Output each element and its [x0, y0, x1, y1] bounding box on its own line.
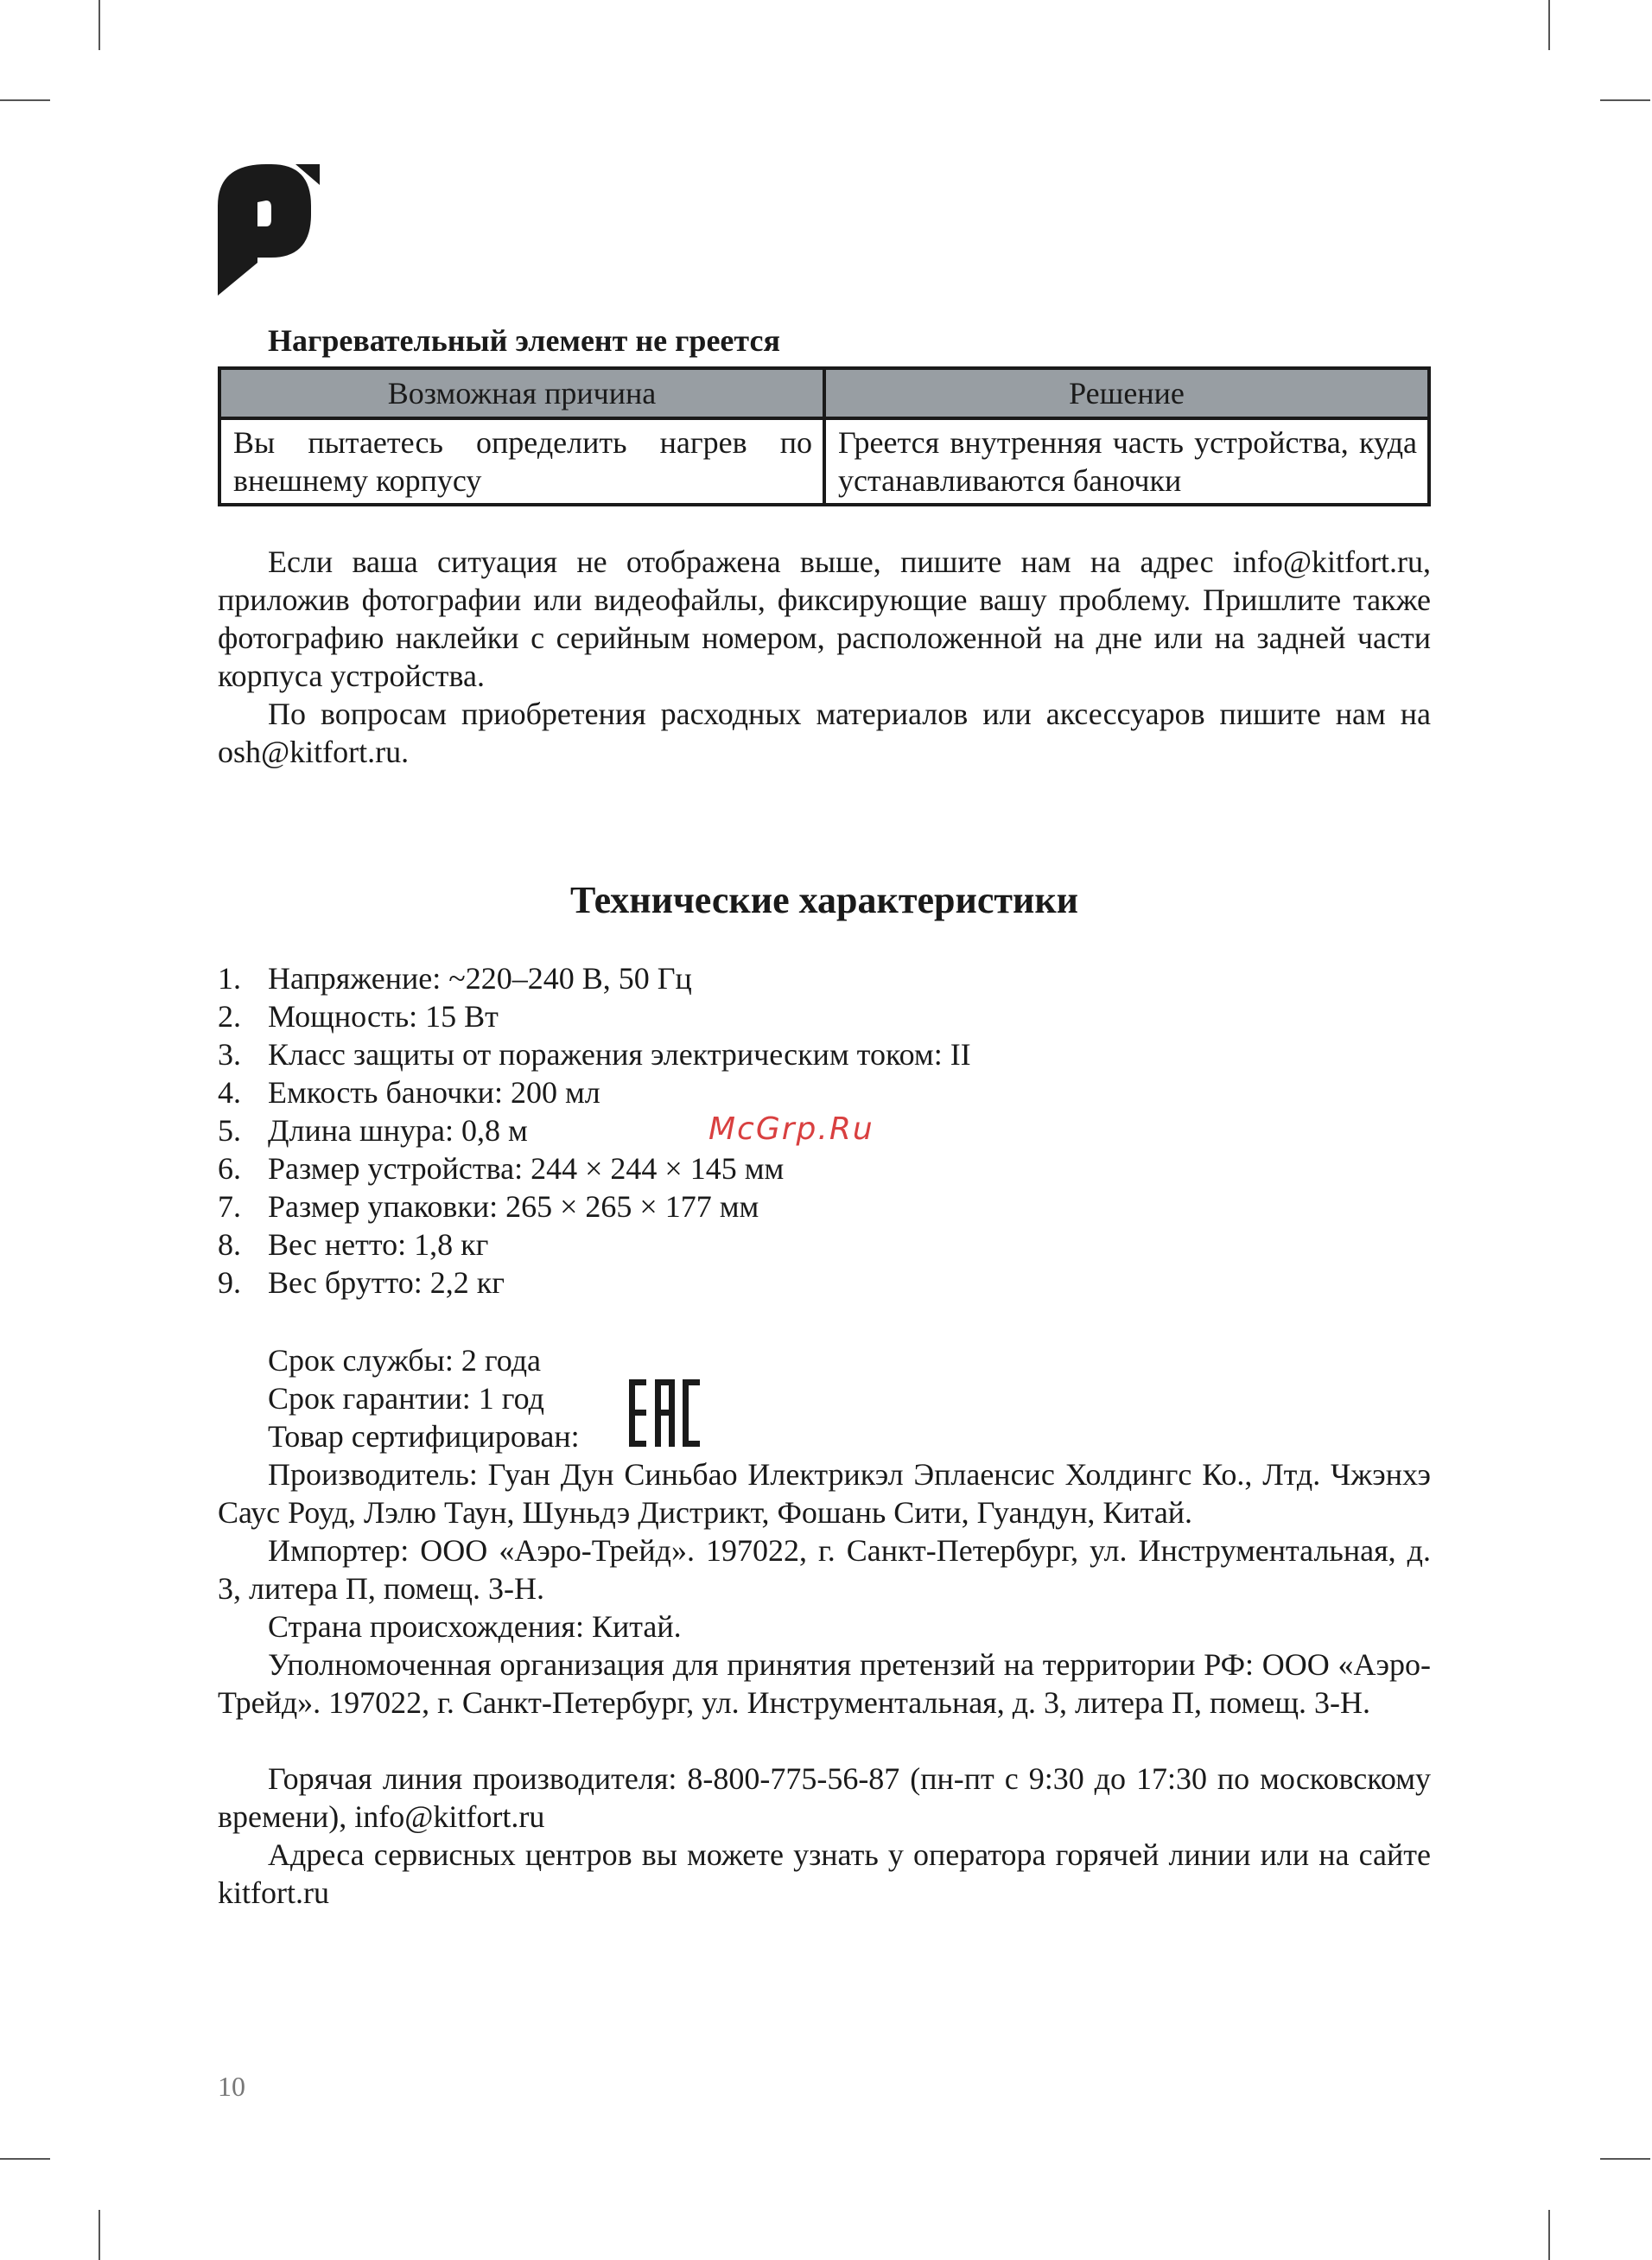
service-centers-paragraph: Адреса сервисных центров вы можете узнать у оператора горячей линии или на сайте kitfort.ru — [218, 1837, 1431, 1910]
list-item: 2. Мощность: 15 Вт — [218, 999, 499, 1034]
importer-paragraph: Импортер: ООО «Аэро-Трейд». 197022, г. Санкт-Петербург, ул. Инструментальная, д. 3, литера П, помещ. 3-Н. — [218, 1533, 1431, 1606]
hotline-paragraph: Горячая линия производителя: 8-800-775-56-87 (пн-пт с 9:30 до 17:30 по московскому времени), info@kitfort.ru — [218, 1761, 1431, 1834]
table-header-row — [219, 368, 1429, 418]
crop-mark — [0, 2158, 50, 2160]
specs-title: Технические характеристики — [569, 879, 1079, 921]
crop-mark — [1548, 0, 1550, 50]
crop-mark — [1548, 2210, 1550, 2260]
crop-mark — [1600, 99, 1650, 101]
certified-label: Товар сертифицирован: — [268, 1419, 580, 1454]
list-item: 6. Размер устройства: 244 × 244 × 145 мм — [218, 1151, 785, 1186]
troubleshoot-title: Нагревательный элемент не греется — [268, 323, 780, 358]
origin-country: Страна происхождения: Китай. — [268, 1609, 682, 1644]
warranty-period: Срок гарантии: 1 год — [268, 1381, 544, 1416]
crop-mark — [0, 99, 50, 101]
crop-mark — [98, 0, 100, 50]
authorized-org-paragraph: Уполномоченная организация для принятия претензий на территории РФ: ООО «Аэро-Трейд». 197022, г. Санкт-Петербург, ул. Инструментальная, д. 3, литера П, помещ. 3-Н. — [218, 1647, 1431, 1720]
manufacturer-paragraph: Производитель: Гуан Дун Синьбао Илектрикэл Эплаенсис Холдингс Ко., Лтд. Чжэнхэ Саус Роуд, Лэлю Таун, Шуньдэ Дистрикт, Фошань Сити, Гуандун, Китай. — [218, 1457, 1431, 1530]
table-cell-solution: Греется внутренняя часть устройства, куда устанавливаются баночки — [824, 418, 1429, 505]
kitfort-logo-icon — [218, 164, 320, 296]
list-item: 8. Вес нетто: 1,8 кг — [218, 1227, 489, 1262]
eac-mark-icon — [629, 1379, 700, 1447]
table-row — [219, 418, 1429, 505]
accessories-paragraph: По вопросам приобретения расходных материалов или аксессуаров пишите нам на osh@kitfort.ru. — [218, 697, 1431, 769]
list-item: 5. Длина шнура: 0,8 м — [218, 1113, 528, 1148]
list-item: 7. Размер упаковки: 265 × 265 × 177 мм — [218, 1189, 759, 1224]
column-header-cause: Возможная причина — [219, 368, 824, 418]
list-item: 3. Класс защиты от поражения электрическим током: II — [218, 1037, 971, 1072]
table-cell-cause: Вы пытаетесь определить нагрев по внешнему корпусу — [219, 418, 824, 505]
list-item: 9. Вес брутто: 2,2 кг — [218, 1265, 505, 1300]
troubleshoot-table — [218, 366, 1431, 506]
list-item: 1. Напряжение: ~220–240 В, 50 Гц — [218, 961, 692, 996]
column-header-solution: Решение — [824, 368, 1429, 418]
crop-mark — [1600, 2158, 1650, 2160]
page-number: 10 — [218, 2071, 245, 2102]
watermark: McGrp.Ru — [708, 1111, 874, 1147]
contact-paragraph: Если ваша ситуация не отображена выше, пишите нам на адрес info@kitfort.ru, приложив фотографии или видеофайлы, фиксирующие вашу проблему. Пришлите также фотографию наклейки с серийным номером, расположенной на дне или на задней части корпуса устройства. — [218, 544, 1431, 693]
service-life: Срок службы: 2 года — [268, 1343, 542, 1378]
list-item: 4. Емкость баночки: 200 мл — [218, 1075, 600, 1110]
crop-mark — [98, 2210, 100, 2260]
